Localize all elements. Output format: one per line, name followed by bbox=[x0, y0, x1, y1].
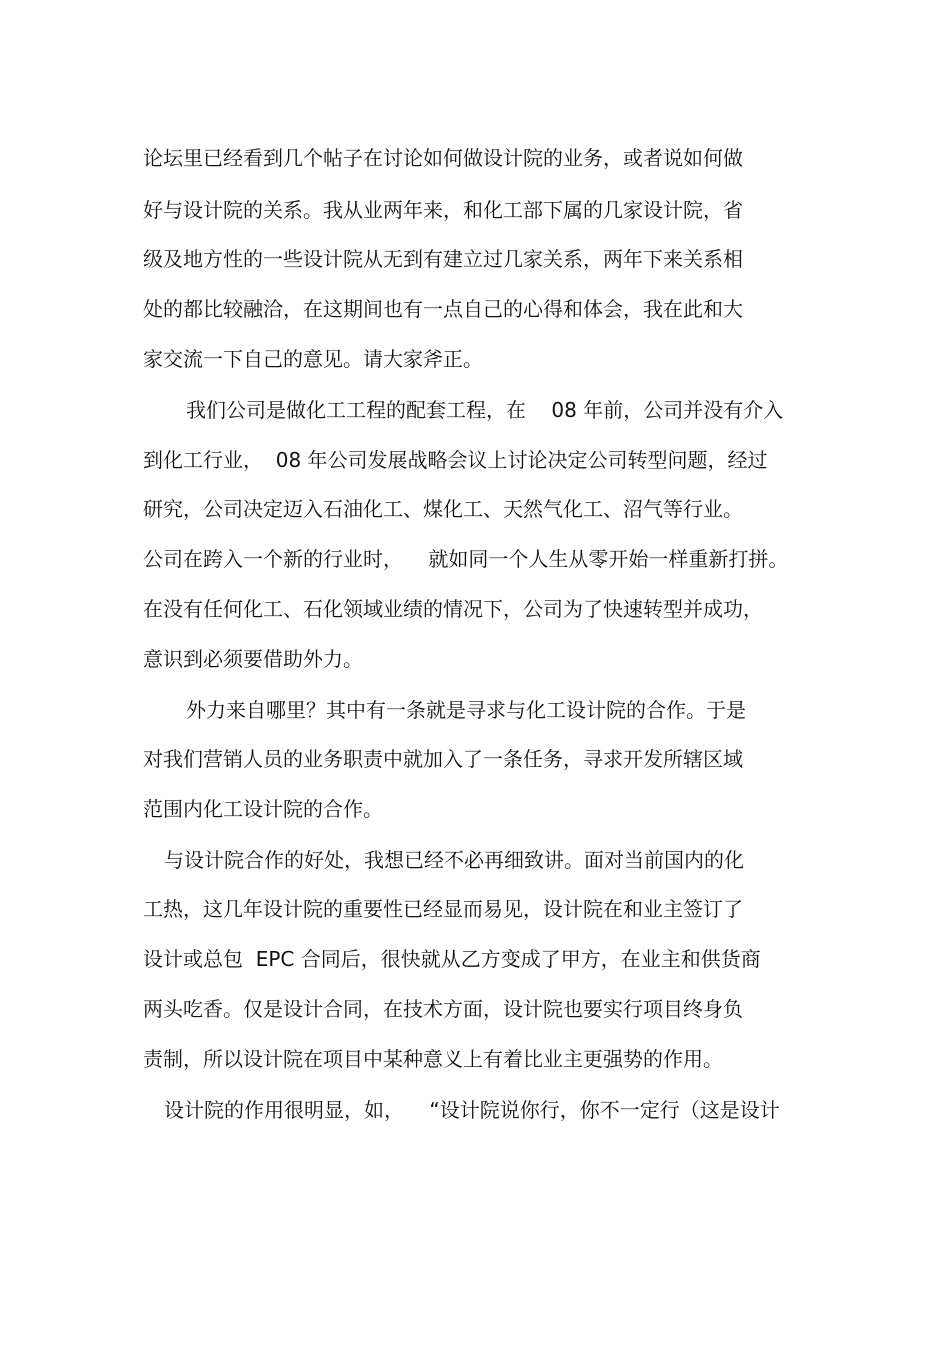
text-line-20: 设计院的作用很明显，如， “设计院说你行，你不一定行（这是设计 bbox=[164, 1098, 780, 1122]
text-line-9: 公司在跨入一个新的行业时， 就如同一个人生从零开始一样重新打拼。 bbox=[143, 547, 789, 571]
text-line-13: 对我们营销人员的业务职责中就加入了一条任务，寻求开发所辖区域 bbox=[143, 747, 743, 771]
text-line-11: 意识到必须要借助外力。 bbox=[143, 647, 363, 671]
text-line-8: 研究，公司决定迈入石油化工、煤化工、天然气化工、沼气等行业。 bbox=[143, 497, 743, 521]
text-line-12: 外力来自哪里？其中有一条就是寻求与化工设计院的合作。于是 bbox=[186, 698, 746, 722]
text-line-6: 我们公司是做化工工程的配套工程，在 08 年前，公司并没有介入 bbox=[186, 398, 784, 422]
text-line-14: 范围内化工设计院的合作。 bbox=[143, 797, 383, 821]
text-line-3: 级及地方性的一些设计院从无到有建立过几家关系，两年下来关系相 bbox=[143, 247, 743, 271]
text-line-19: 责制，所以设计院在项目中某种意义上有着比业主更强势的作用。 bbox=[143, 1047, 723, 1071]
text-line-18: 两头吃香。仅是设计合同，在技术方面，设计院也要实行项目终身负 bbox=[143, 997, 743, 1021]
text-line-15: 与设计院合作的好处，我想已经不必再细致讲。面对当前国内的化 bbox=[164, 848, 744, 872]
text-line-2: 好与设计院的关系。我从业两年来，和化工部下属的几家设计院，省 bbox=[143, 198, 743, 222]
text-line-10: 在没有任何化工、石化领域业绩的情况下，公司为了快速转型并成功， bbox=[143, 597, 763, 621]
text-line-1: 论坛里已经看到几个帖子在讨论如何做设计院的业务，或者说如何做 bbox=[143, 146, 743, 170]
text-line-17: 设计或总包 EPC 合同后，很快就从乙方变成了甲方，在业主和供货商 bbox=[143, 947, 761, 971]
text-line-16: 工热，这几年设计院的重要性已经显而易见，设计院在和业主签订了 bbox=[143, 897, 743, 921]
text-line-5: 家交流一下自己的意见。请大家斧正。 bbox=[143, 347, 483, 371]
text-line-4: 处的都比较融洽，在这期间也有一点自己的心得和体会，我在此和大 bbox=[143, 297, 743, 321]
text-line-7: 到化工行业， 08 年公司发展战略会议上讨论决定公司转型问题，经过 bbox=[143, 448, 768, 472]
